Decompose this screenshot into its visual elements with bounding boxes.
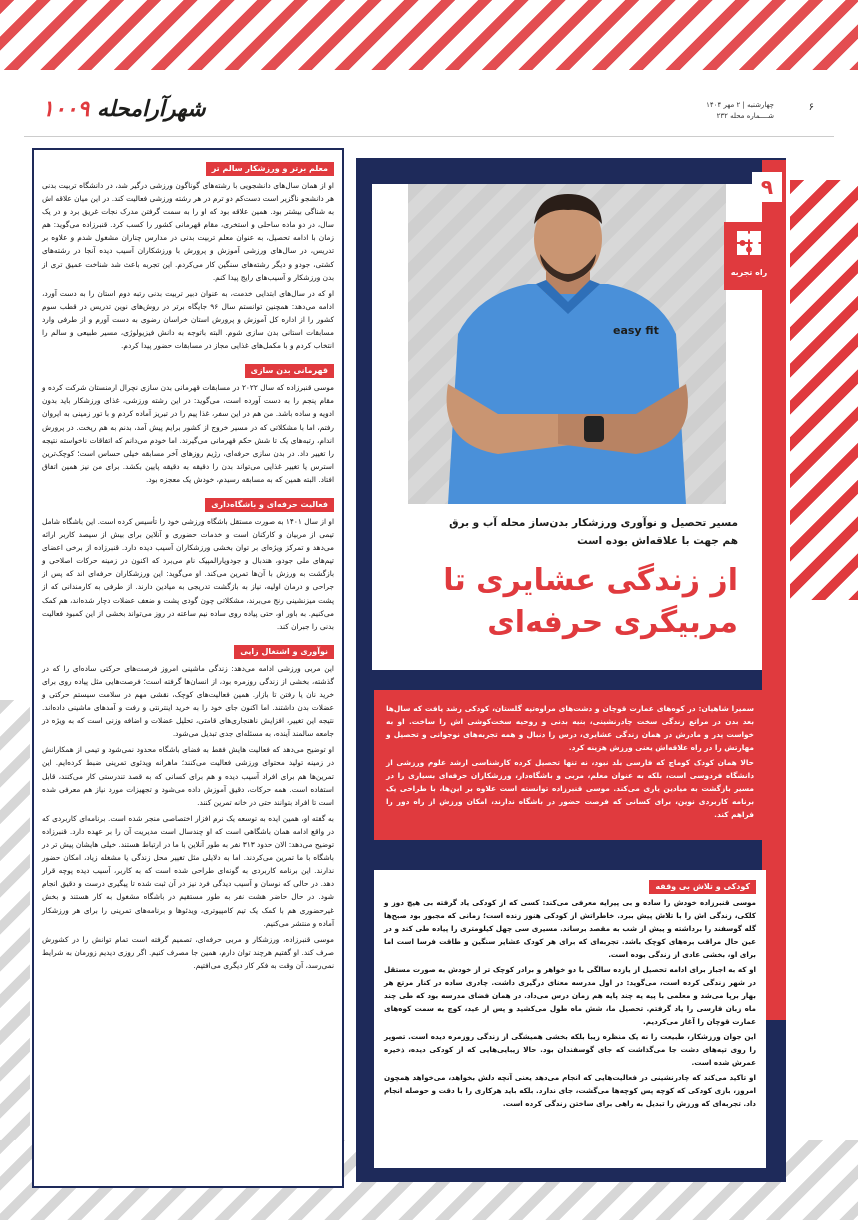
- header-meta: [706, 100, 774, 122]
- article-side-column: [32, 148, 344, 1188]
- masthead-title: شهرآرامحله: [96, 96, 206, 122]
- category-label: راه تجربه: [730, 268, 768, 277]
- header-date: چهارشنبه | ۲ مهر ۱۴۰۴: [706, 101, 774, 109]
- athlete-photo: [408, 184, 726, 504]
- decorative-red-stripes-top: [0, 0, 858, 70]
- decorative-red-stripes-right: [790, 180, 858, 600]
- paragraph: این جوان ورزشکار، طبیعت را نه یک منظره زیبا بلکه بخشی همیشگی از زندگی روزمره دیده است. تصویر را روی تپه‌های دشت جا می‌گذاشت که جای گوسفندان بود. حالا زیبایی‌هایی که از کودکی دیده، ذخیره عمرش شده است.: [384, 1032, 756, 1067]
- paragraph: به گفته او، همین ایده به توسعه یک نرم افزار اختصاصی منجر شده است. برنامه‌ای کاربردی که در واقع ادامه همان باشگاهی است که او چندسال است مدیریت آن را بر عهده دارد. قنبرزاده توضیح می‌دهد: الان حدود ۳۱۳ نفر به طور آنلاین با ما در ارتباط هستند. خیلی هایشان پیش تر در باشگاه با ما تمرین می‌کردند. اما به دلایلی مثل تغییر محل زندگی یا مشغله زیاد، امکان حضور ندارند. این برنامه کاربردی به گونه‌ای طراحی شده است که به کاربر، آسیب دیده پوچه قرار دهد. در حالی که نوسان و آسیب دیدگی فرد نیز در آن ثبت شده تا پیگیری درست و دقیق انجام شود. در حال حاضر هشت نفر به طور مستقیم در باشگاه مشغول به کار هستند و بخش غیرحضوری هم با کمک یک تیم کامپیوتری، ویدئوها و برنامه‌های تمرینی را برای هر ورزشکار آماده و منتشر می‌کنیم.: [42, 813, 334, 928]
- page-number: ۶: [808, 102, 814, 113]
- header-divider: [24, 136, 834, 137]
- paragraph: موسی قنبرزاده که سال ۲۰۲۲ در مسابقات قهرمانی بدن سازی نچرال ارمنستان شرکت کرده و مقام پنجم را به دست آورده است، می‌گوید: در این رشته ورزشی، غذای ورزشکار باید بدون ادویه و ساده باشد. من هم در این سفر، غذا پیم را در تبریز آماده کردم و با تور زمینی به ایروان رفتم، اما با مشکلاتی که در مسیر خروج از کشور برایم پیش آمد، بدنم به هم ریخت. در پرورش اندام، رتبه‌های یک تا شش حکم قهرمانی می‌گیرند. اما خودم می‌دانم که اتفاقات ناخواسته نتیجه را تغییر داد. در بدن سازی حرفه‌ای، رژیم روزهای آخر مسابقه خیلی حساس است؛ کوچک‌ترین استرس یا تغییر غذایی می‌تواند بدن را دقیقه به دقیقه پایین بکشد. برای من نیز همین اتفاق افتاد. البته همین که به مسابقه رسیدم، خودش یک معجزه بود.: [42, 383, 334, 484]
- section-top-teacher: [42, 156, 334, 352]
- page-header: [24, 96, 834, 136]
- header-edition: شــــماره محله ۲۳۲: [716, 112, 774, 120]
- section-professional-activity: [42, 492, 334, 633]
- category-badge: [724, 222, 774, 290]
- section-title: قهرمانی بدن سازی: [245, 364, 334, 378]
- paragraph: او از همان سال‌های دانشجویی با رشته‌های گوناگون ورزشی درگیر شد، در دانشگاه تربیت بدنی هر دانشجو ناگزیر است دست‌کم دو ترم در هر رشته ورزشی فعالیت کند. در این میان علاقه اش به شناگی بیشتر بود. همین علاقه بود که او را به سمت گرفتن مدرک نجات غریق برد و در یک سال، در دو ماده ساحلی و استخری، مقام قهرمانی کشور را کسب کرد. قنبرزاده می‌گوید: هم زمان با ادامه تحصیل، به عنوان معلم تربیت بدنی در مدارس چناران مشغول شدم و علاوه بر تدریس، در سال‌های ورزشی آموزش و پرورش با ورزشکاران آسیب دیده آنجا در رشته‌های کشتی، جودو و دیگر رشته‌های سنگین کار می‌کردم. این تجربه باعث شد شناخت عمیق تری از بدن ورزشکار و آسیب‌های رایج پیدا کنم.: [42, 181, 334, 282]
- paragraph: او تاکید می‌کند که چادرنشینی در فعالیت‌هایی که انجام می‌دهد یعنی آنچه دلش بخواهد، می‌خواهد همچون امروز، بازی کودکی که کوچه پس کوچه‌ها می‌گشت، جای ندارد. بلکه باید هرکاری را با دقت و حوصله انجام داد. تجربه‌ای که ورزش را تبدیل به راهی برای ساختن زندگی کرده است.: [384, 1073, 756, 1108]
- paragraph: او که به اجبار برای ادامه تحصیل از یازده سالگی با دو خواهر و برادر کوچک تر از خودش به صورت مستقل در شهر زندگی کرده است، می‌گوید: در اول مدرسه معنای درگیری داشت. چادری ساده در کنار مرتع هر بهار برپا می‌شد و معلمی با پیه یه چند پایه هم زمان درس می‌داد. در همان فضای مدرسه بود که طی چند ماه زبان فارسی را یاد گرفتم. تحصیل ما، شش ماه طول می‌کشید و پس از عید، کوچ به سمت کوه‌های عمارت قوچان را آغاز می‌کردیم.: [384, 965, 756, 1026]
- section-title: معلم برتر و ورزشکار سالم تر: [206, 162, 334, 176]
- section-innovation: [42, 639, 334, 972]
- section-childhood: [374, 870, 766, 1168]
- article-subtitle: مسیر تحصیل و نوآوری ورزشکار بدن‌ساز محله آب و برق هم جهت با علاقه‌اش بوده است: [449, 517, 738, 547]
- paragraph: او توضیح می‌دهد که فعالیت هایش فقط به فضای باشگاه محدود نمی‌شود و تیمی از همکارانش در زمینه تولید محتوای ورزشی فعالیت می‌کنند؛ ماهرانه ویدئوی تمرینی ضبط کرده‌ایم. این تمرین‌ها هم برای افراد آسیب دیده و هم برای کسانی که به قصد تندرستی کار می‌کنند، قابل استفاده است. همه حرکات، دقیق آموزش داده می‌شود و تجهیزات مورد نیاز هم معرفی شده است تا افراد بتوانند حتی در خانه تمرین کنند.: [42, 745, 334, 807]
- paragraph: موسی قنبرزاده خودش را ساده و بی پیرایه معرفی می‌کند: کسی که از کودکی یاد گرفته بی هیچ دوز و کلکی، زندگی اش را با تلاش پیش ببرد. خاطراتش از کودکی هنوز زنده است؛ زمانی که مجبور بود صبح‌ها گله گوسفند را برداشته و پیش از شب به مقصد برساند. مسیری سی چهل کیلومتری را پیاده طی کند و در عین حال مراقب بره‌های کوچک باشد. تجربه‌ای که برای هر کودک عشایر سنگین و طاقت فرسا است اما برای او، بخشی عادی از زندگی بوده است.: [384, 898, 756, 959]
- shirt-logo: easy fit: [613, 324, 659, 337]
- athlete-illustration: [408, 184, 726, 504]
- section-title: فعالیت حرفه‌ای و باشگاه‌داری: [205, 498, 334, 512]
- intro-paragraph: سمیرا شاهیان: در کوه‌های عمارت قوچان و دشت‌های مراوه‌تپه گلستان، کودکی رشد یافت که سال‌ها بعد بدن در مراتع زندگی سخت چادرنشینی، بنیه بدنی و روحیه سخت‌کوشی اش را ساخت. او به خواست پدر و مادرش در همان زندگی عشایری، درس را دنبال و همه تجربه‌های نوجوانی و تحصیل و مهارتش را در راه علاقه‌اش یعنی ورزش هزینه کرد.: [386, 704, 754, 752]
- masthead-issue: ۱۰۰۹: [42, 96, 90, 122]
- shirt: [448, 284, 686, 504]
- paragraph: او که در سال‌های ابتدایی خدمت، به عنوان دبیر تربیت بدنی رتبه دوم استان را به دست آورد، ادامه می‌دهد: همچنین توانستم سال ۹۶ جایگاه برتر در روش‌های نوین تدریس در قطب سوم کشور را از اداره کل آموزش و پرورش استان خراسان رضوی به دست آورم و از طرفی وارد مسابقات استانی بدن سازی شوم. البته باتوجه به دانش فیزیولوژی، مسیر طبیعی و سالم را انتخاب کردم و با مکمل‌های غذایی مجاز در مسابقات حضور پیدا کردم.: [42, 288, 335, 351]
- issue-number-badge: ۹: [752, 172, 782, 202]
- puzzle-icon: [734, 228, 764, 258]
- paragraph: او از سال ۱۴۰۱ به صورت مستقل باشگاه ورزشی خود را تأسیس کرده است. این باشگاه شامل تیمی از مربیان و کارکنان است و خدمات حضوری و آنلاین برای بیش از سیصد کاربر ارائه می‌دهد و تمرکز ویژه‌ای بر توان بخشی ورزشکاران آسیب دیده دارد. قنبرزاده از برخی اعضای تیم‌های ملی جودو، هندبال و جودوپارالمپیک نام می‌برد که اکنون در زمینه حرکات اصلاحی و بازگشت به ورزش با آن‌ها تمرین می‌کند. او می‌گوید: این ورزشکاران حرفه‌ای اند که پس از جراحی و درمان اولیه، نیاز به بازگشت تدریجی به میادین دارند. از طرفی به کارمندانی که از پشت میزنشینی رنج می‌برند، مشکلاتی چون گودی پشت و ضعف عضلات دچار شده‌اند، هم کمک می‌کنیم. به باور او، حتی پیاده روی ساده نیم ساعته در روز می‌تواند بخشی از این کمبود فعالیت بدنی را جبران کند.: [42, 516, 334, 631]
- hero-panel: [372, 184, 762, 670]
- decorative-grey-stripes-left: [0, 700, 30, 1140]
- article-headline: از زندگی عشایری تا مربیگری حرفه‌ای: [443, 563, 738, 640]
- paragraph: این مربی ورزشی ادامه می‌دهد: زندگی ماشینی امروز فرصت‌های حرکتی ساده‌ای را که در گذشته، بخشی از زندگی روزمره بود، از انسان‌ها گرفته است؛ فرصت‌هایی مثل پیاده روی برای خرید نان یا رفتن تا بازار. همین فعالیت‌های کوچک، نقشی مهم در سلامت سیستم حرکتی و عضلات بدن داشتند. اما اکنون جای خود را به خرید اینترنتی و رفت و آمدهای ماشینی داده‌اند. نتیجه این تغییر، افزایش ناهنجاری‌های قامتی، تحلیل عضلات و اضافه وزنی است که به ویژه در جامعه سالمند آینده، به مسئله‌ای جدی تبدیل می‌شود.: [42, 663, 334, 739]
- section-bodybuilding-championship: [42, 358, 334, 486]
- masthead-logo: [42, 96, 206, 122]
- intro-paragraph: حالا همان کودک کوماچ که فارسی بلد نبود، نه تنها تحصیل کرده کارشناسی ارشد علوم ورزشی از دانشگاه فردوسی است، بلکه به عنوان معلم، مربی و باشگاه‌دار، ورزشکاران حرفه‌ای بسیاری را در مسیر بازگشت به میادین یاری می‌کند. موسی قنبرزاده توانسته است علاوه بر این‌ها، با طراحی یک برنامه کاربردی نوین، برای کسانی که فرصت حضور در باشگاه ندارند، امکان ورزش از راه دور را فراهم کند.: [386, 758, 754, 819]
- section-title: نوآوری و اشتغال زایی: [234, 645, 334, 659]
- intro-box: [374, 690, 766, 840]
- section-title: کودکی و تلاش بی وقفه: [649, 880, 756, 894]
- wrist-watch: [584, 416, 604, 442]
- paragraph: موسی قنبرزاده، ورزشکار و مربی حرفه‌ای، تصمیم گرفته است تمام توانش را در کشورش صرف کند. او گفتیم هرچند توان دارم، همین جا مصرف کنیم. اگر روزی دیدیم زورمان به شرایط نمی‌رسد، آن وقت به فکر کار دیگری می‌افتیم.: [42, 934, 334, 970]
